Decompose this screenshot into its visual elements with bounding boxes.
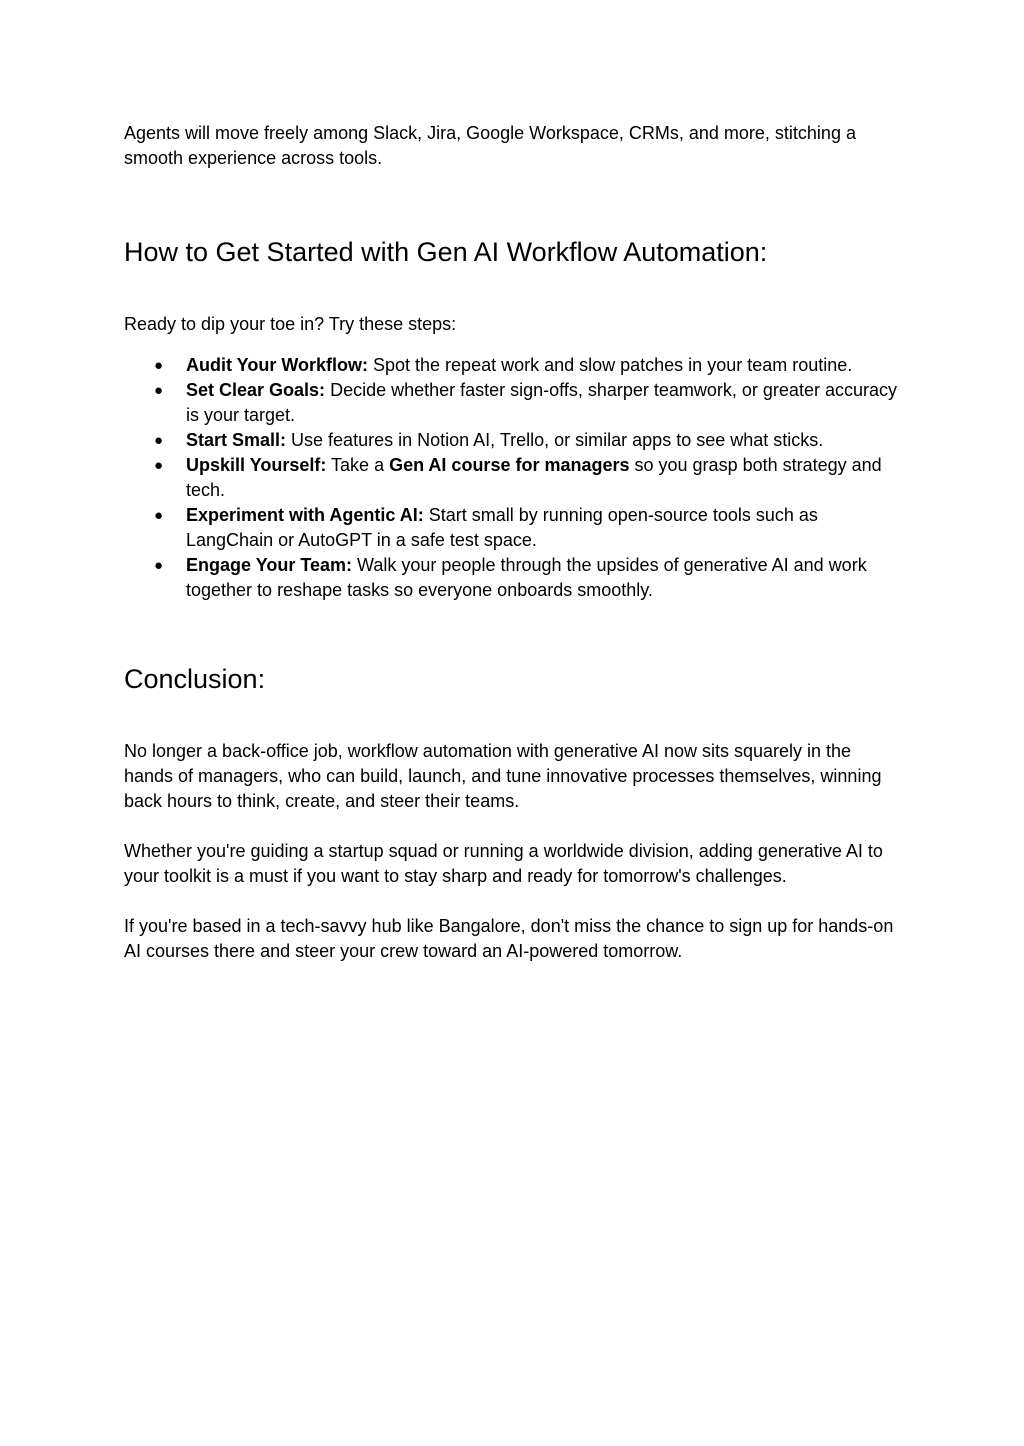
conclusion-paragraph: Whether you're guiding a startup squad or running a worldwide division, adding generative AI to your toolkit is a must if you want to stay sharp and ready for tomorrow's challenges. [124, 841, 883, 886]
steps-list [124, 353, 904, 603]
step-text: Walk your people through the upsides of generative AI and work together to reshape tasks so everyone onboards smoothly. [186, 555, 867, 600]
step-title: Set Clear Goals: [186, 380, 326, 400]
list-item [124, 428, 904, 453]
step-title: Upskill Yourself: [186, 455, 327, 475]
list-item [124, 378, 904, 428]
bullet-icon: ● [154, 432, 164, 449]
bullet-icon: ● [154, 507, 164, 524]
step-text: so you grasp both strategy and tech. [186, 455, 882, 500]
conclusion-paragraph: No longer a back-office job, workflow automation with generative AI now sits squarely in the hands of managers, who can build, launch, and tune innovative processes themselves, winning back hours to think, create, and steer their teams. [124, 741, 882, 811]
intro-paragraph: Agents will move freely among Slack, Jira, Google Workspace, CRMs, and more, stitching a smooth experience across tools. [124, 123, 856, 168]
bullet-icon: ● [154, 457, 164, 474]
step-text: Spot the repeat work and slow patches in your team routine. [368, 355, 853, 375]
section-heading-get-started: How to Get Started with Gen AI Workflow Automation: [124, 237, 768, 267]
list-item [124, 503, 904, 553]
bullet-icon: ● [154, 382, 164, 399]
section-heading-conclusion: Conclusion: [124, 664, 266, 694]
course-name: Gen AI course for managers [389, 455, 630, 475]
step-title: Start Small: [186, 430, 287, 450]
step-text: Start small by running open-source tools such as LangChain or AutoGPT in a safe test space. [186, 505, 818, 550]
list-item [124, 553, 904, 603]
ready-paragraph: Ready to dip your toe in? Try these steps: [124, 314, 457, 334]
bullet-icon: ● [154, 557, 164, 574]
list-item [124, 453, 904, 503]
step-title: Experiment with Agentic AI: [186, 505, 424, 525]
step-title: Audit Your Workflow: [186, 355, 368, 375]
conclusion-paragraph: If you're based in a tech-savvy hub like Bangalore, don't miss the chance to sign up for hands-on AI courses there and steer your crew toward an AI-powered tomorrow. [124, 916, 894, 961]
step-text: Decide whether faster sign-offs, sharper teamwork, or greater accuracy is your target. [186, 380, 897, 425]
step-text: Use features in Notion AI, Trello, or similar apps to see what sticks. [286, 430, 824, 450]
bullet-icon: ● [154, 357, 164, 374]
step-title: Engage Your Team: [186, 555, 353, 575]
document-page [124, 121, 904, 989]
list-item [124, 353, 904, 378]
step-text: Take a [326, 455, 390, 475]
